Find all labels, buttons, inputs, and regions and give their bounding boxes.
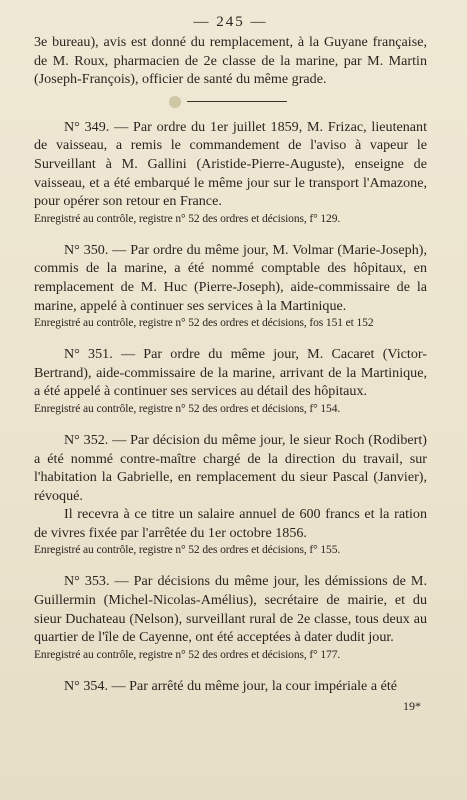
entry-353 bbox=[34, 572, 427, 662]
entry-number: N° 350. bbox=[64, 241, 109, 258]
entry-number: N° 353. bbox=[64, 573, 110, 590]
entry-352 bbox=[34, 431, 427, 559]
register-note: Enregistré au contrôle, registre n° 52 des ordres et décisions, f° 154. bbox=[34, 402, 341, 415]
entry-number: N° 351. bbox=[64, 346, 113, 363]
entry-number: N° 354. bbox=[64, 677, 109, 694]
page-number: — 245 — bbox=[193, 14, 268, 30]
ornament-mark bbox=[169, 96, 181, 108]
register-note: Enregistré au contrôle, registre n° 52 des ordres et décisions, f° 129. bbox=[34, 212, 341, 225]
register-note: Enregistré au contrôle, registre n° 52 des ordres et décisions, f° 177. bbox=[34, 648, 341, 661]
entry-text: N° 351. — Par ordre du même jour, M. Cacaret (Victor-Bertrand), aide-commissaire de la marine, arrivant de la Martinique, a été appelé à continuer ses services au détail des hôpitaux. bbox=[34, 346, 427, 400]
page-body bbox=[34, 33, 427, 716]
entry-text: N° 354. — Par arrêté du même jour, la cour impériale a été bbox=[64, 677, 398, 694]
entry-text: N° 352. — Par décision du même jour, le sieur Roch (Rodibert) a été nommé contre-maître chargé de la direction du travail, sur l'habitation la Gabrielle, en remplacement du sieur Pascal (Janvier), révoqué. bbox=[34, 431, 427, 504]
ornament-divider bbox=[34, 96, 427, 108]
entry-351 bbox=[34, 345, 427, 417]
entry-350 bbox=[34, 241, 427, 331]
entry-text: N° 350. — Par ordre du même jour, M. Volmar (Marie-Joseph), commis de la marine, a été nommé comptable des hôpitaux, en remplacement de M. Huc (Pierre-Joseph), aide-commissaire de la marine, appelé à continuer ses services à la Martinique. bbox=[34, 241, 427, 314]
entry-number: N° 352. bbox=[64, 431, 109, 448]
register-note: Enregistré au contrôle, registre n° 52 des ordres et décisions, fos 151 et 152 bbox=[34, 317, 374, 330]
entry-text: N° 349. — Par ordre du 1er juillet 1859, M. Frizac, lieutenant de vaisseau, a remis le commandement de l'aviso à vapeur le Surveillant à M. Gallini (Aristide-Pierre-Auguste), enseigne de vaisseau, et a été embarqué le même jour sur le transport l'Amazone, pour opérer son retour en France. bbox=[34, 118, 427, 210]
register-note: Enregistré au contrôle, registre n° 52 des ordres et décisions, f° 155. bbox=[34, 544, 341, 557]
entry-text: N° 353. — Par décisions du même jour, les démissions de M. Guillermin (Michel-Nicolas-Amélius), secrétaire de mairie, et du sieur Duchateau (Nelson), surveillant rural de 2e classe, tous deux au quartier de l'île de Cayenne, ont été acceptées à dater dudit jour. bbox=[34, 573, 427, 646]
entry-text-continued: Il recevra à ce titre un salaire annuel de 600 francs et la ration de vivres fixée par l'arrêtée du 1er octobre 1856. bbox=[34, 506, 427, 541]
intro-paragraph: 3e bureau), avis est donné du remplacement, à la Guyane française, de M. Roux, pharmacien de 2e classe de la marine, par M. Martin (Joseph-François), officier de santé du même grade. bbox=[34, 34, 427, 88]
signature-mark: 19* bbox=[403, 699, 421, 714]
entry-349 bbox=[34, 118, 427, 227]
divider-line bbox=[187, 101, 287, 102]
entry-number: N° 349. bbox=[64, 118, 110, 135]
entry-354 bbox=[34, 677, 427, 696]
